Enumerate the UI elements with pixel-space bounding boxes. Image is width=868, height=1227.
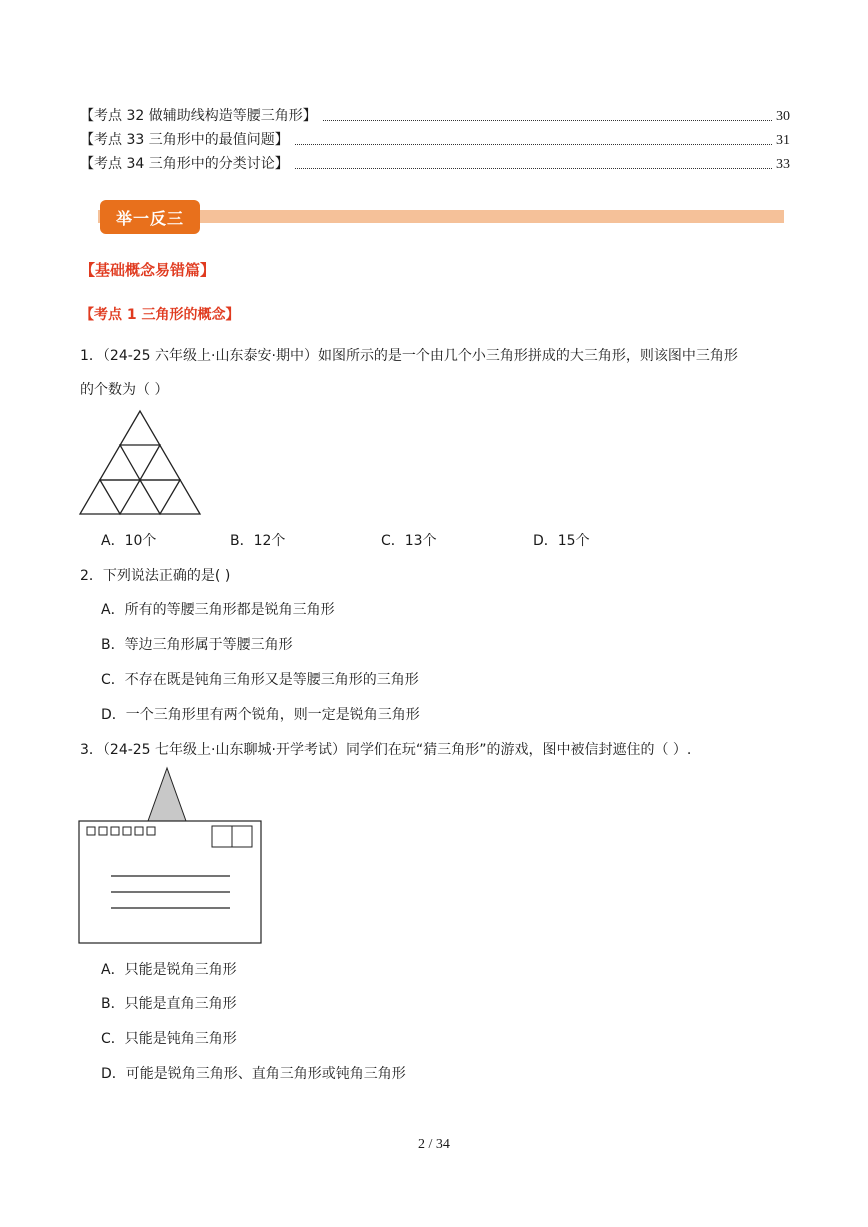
question-3-option-d[interactable]: D．可能是锐角三角形、直角三角形或钝角三角形 xyxy=(101,1066,406,1082)
section-banner-bar xyxy=(98,210,784,223)
toc-leader-dots xyxy=(295,168,772,169)
toc-page-number: 33 xyxy=(776,157,790,172)
toc-page-number: 31 xyxy=(776,133,790,148)
topic-title: 【考点 1 三角形的概念】 xyxy=(80,307,240,323)
toc-label: 【考点 32 做辅助线构造等腰三角形】 xyxy=(80,108,317,124)
toc-leader-dots xyxy=(323,120,772,121)
envelope-triangle-figure xyxy=(76,765,266,947)
section-banner-tag: 举一反三 xyxy=(100,200,200,234)
question-3-option-a[interactable]: A．只能是锐角三角形 xyxy=(101,962,237,978)
question-1-option-d[interactable]: D．15个 xyxy=(533,533,590,549)
toc-leader-dots xyxy=(295,144,772,145)
section-title: 【基础概念易错篇】 xyxy=(80,261,216,279)
question-2-option-a[interactable]: A．所有的等腰三角形都是锐角三角形 xyxy=(101,602,335,618)
question-1-option-b[interactable]: B．12个 xyxy=(230,533,286,549)
question-2-line-1: 2．下列说法正确的是( ) xyxy=(80,568,231,584)
toc-page-number: 30 xyxy=(776,109,790,124)
toc-entry-32[interactable] xyxy=(80,105,790,125)
question-1-option-c[interactable]: C．13个 xyxy=(381,533,437,549)
toc-entry-33[interactable] xyxy=(80,129,790,149)
toc-entry-34[interactable] xyxy=(80,153,790,173)
question-3-option-c[interactable]: C．只能是钝角三角形 xyxy=(101,1031,237,1047)
page-number: 2 / 34 xyxy=(418,1137,450,1152)
question-1-line-2: 的个数为（ ） xyxy=(80,382,169,398)
question-2-option-c[interactable]: C．不存在既是钝角三角形又是等腰三角形的三角形 xyxy=(101,672,419,688)
question-2-option-b[interactable]: B．等边三角形属于等腰三角形 xyxy=(101,637,293,653)
question-2-option-d[interactable]: D．一个三角形里有两个锐角，则一定是锐角三角形 xyxy=(101,707,420,723)
triangle-grid-figure xyxy=(76,408,206,518)
question-3-option-b[interactable]: B．只能是直角三角形 xyxy=(101,996,237,1012)
toc-label: 【考点 33 三角形中的最值问题】 xyxy=(80,132,289,148)
question-1-option-a[interactable]: A．10个 xyxy=(101,533,157,549)
question-1-line-1: 1．（24-25 六年级上·山东泰安·期中）如图所示的是一个由几个小三角形拼成的大三角形，则该图中三角形 xyxy=(80,348,738,364)
toc-label: 【考点 34 三角形中的分类讨论】 xyxy=(80,156,289,172)
question-3-line-1: 3．（24-25 七年级上·山东聊城·开学考试）同学们在玩“猜三角形”的游戏，图中被信封遮住的（ ）. xyxy=(80,742,692,758)
